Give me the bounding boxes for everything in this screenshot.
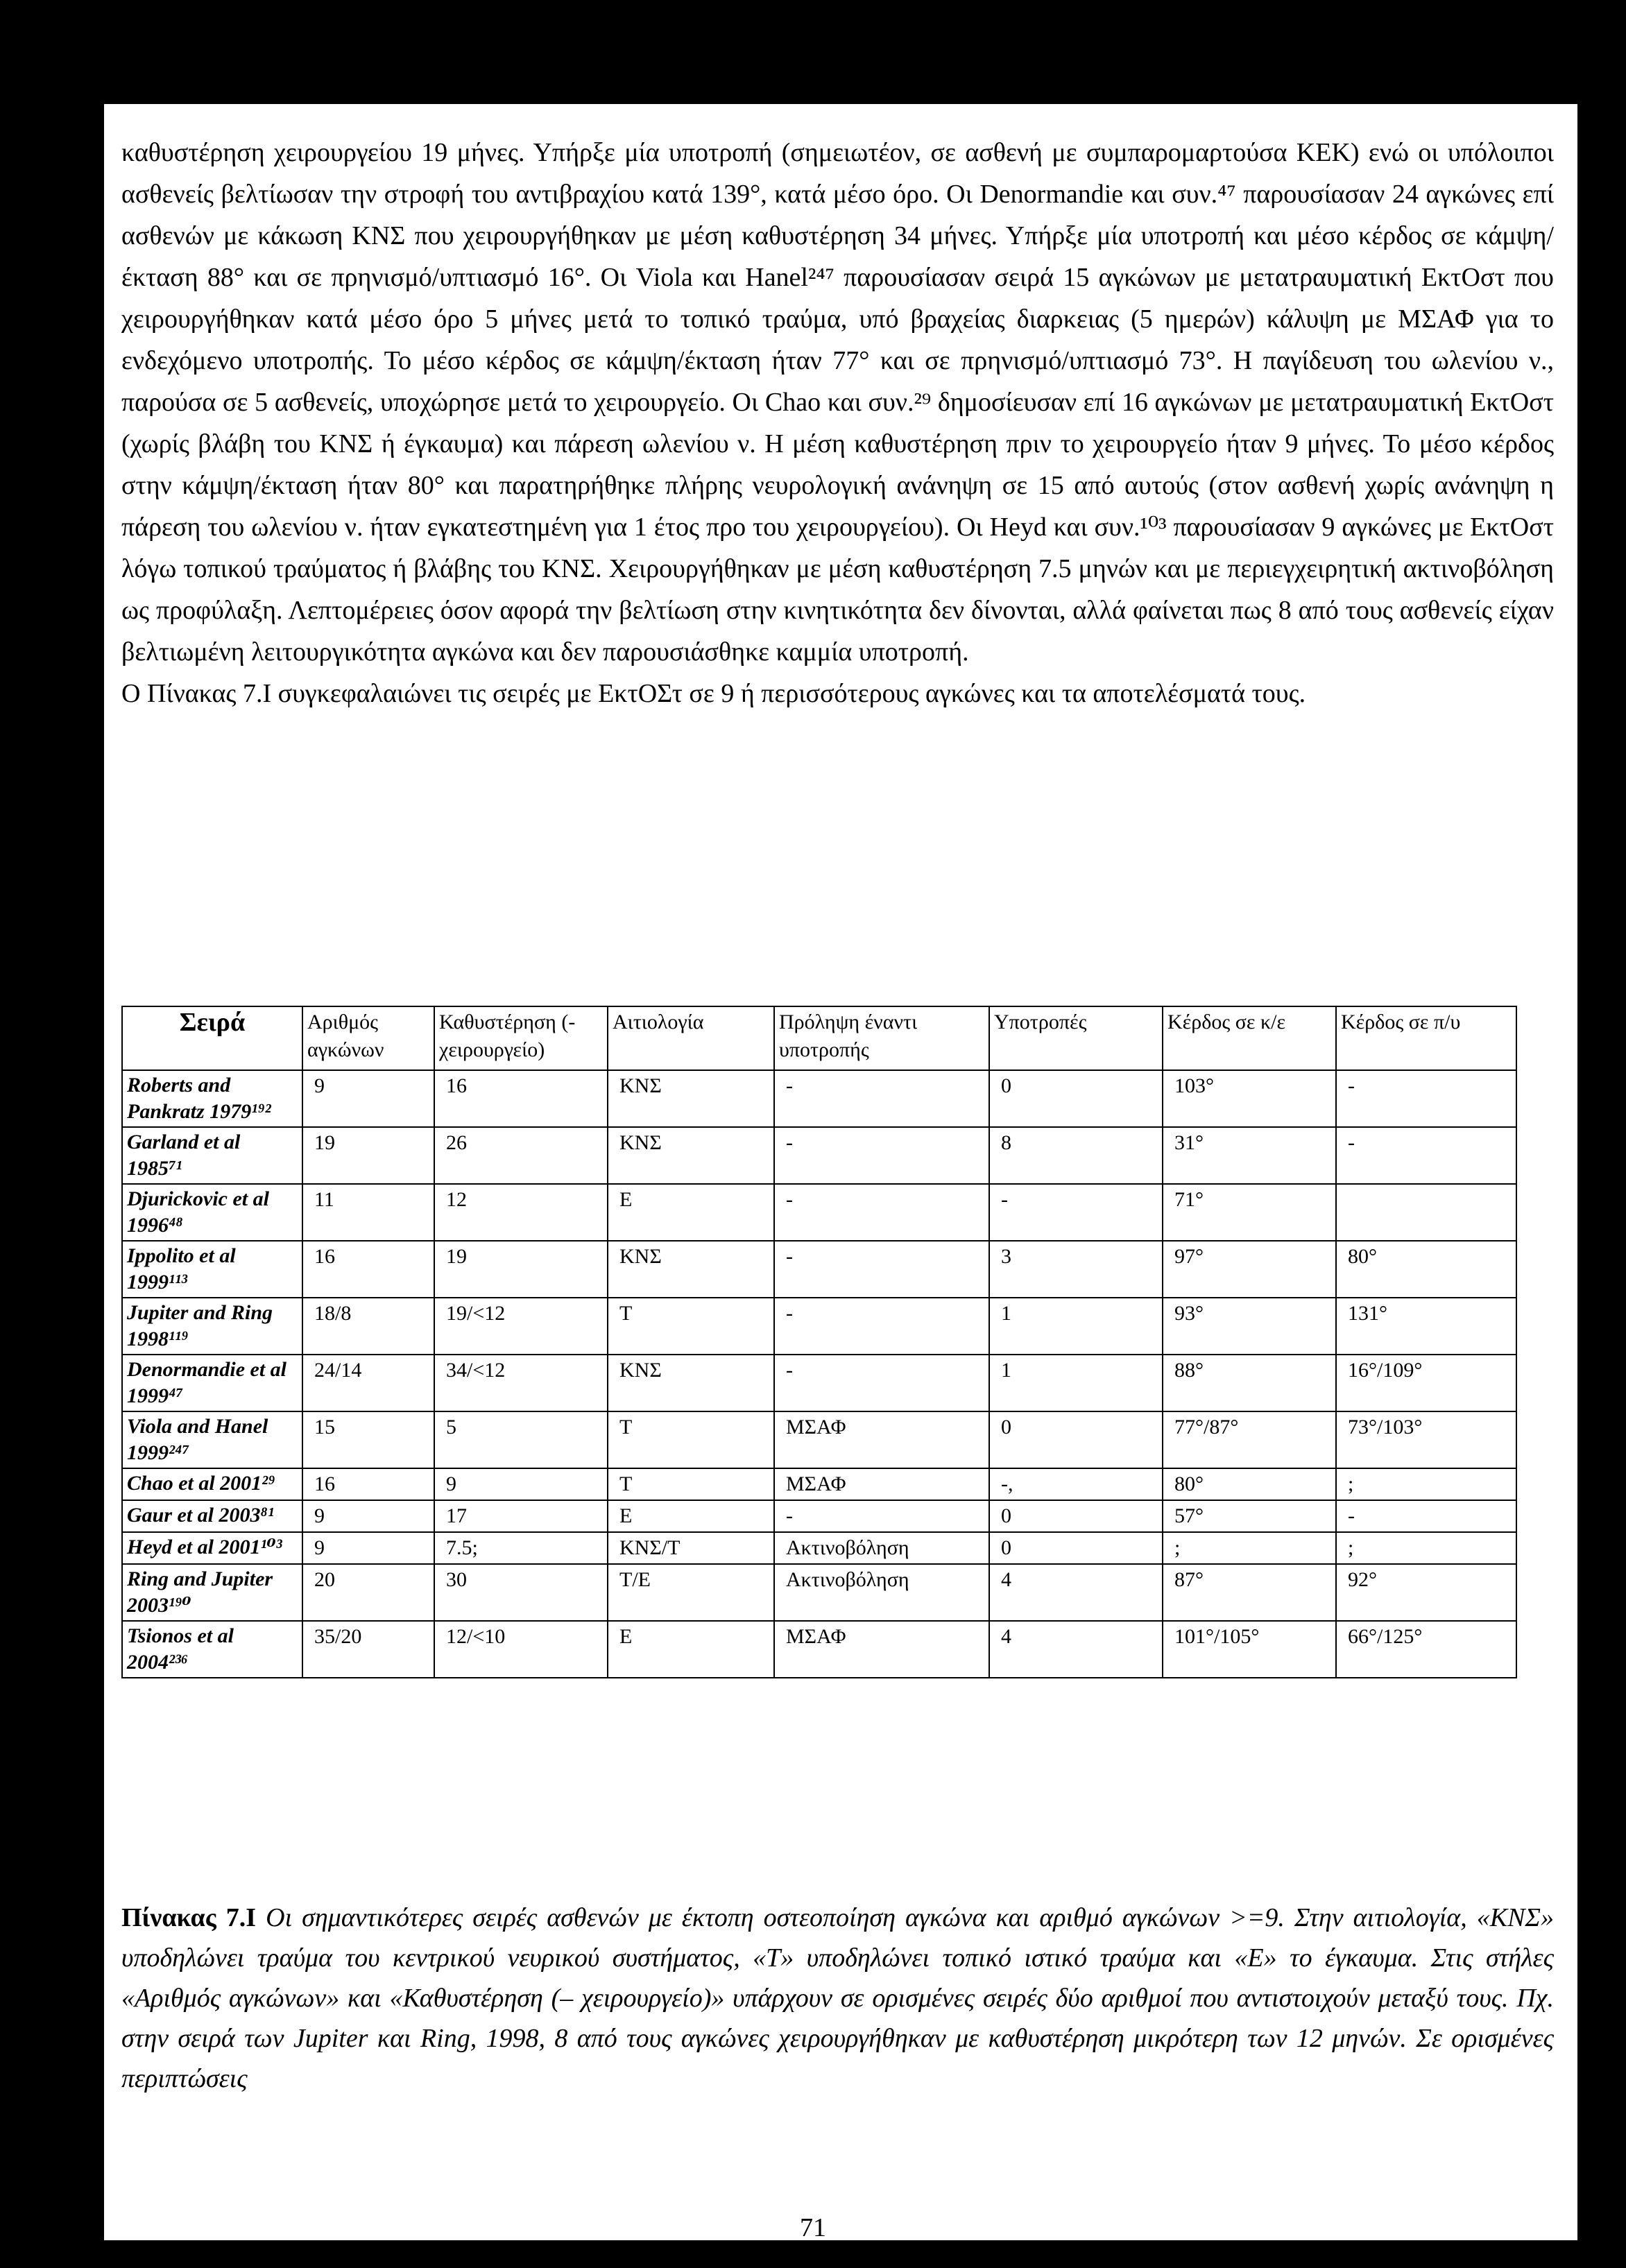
table-cell-series: Roberts and Pankratz 1979¹⁹² (122, 1070, 302, 1127)
table-cell-series: Viola and Hanel 1999²⁴⁷ (122, 1411, 302, 1468)
table-row (122, 1532, 1516, 1564)
table-cell: 0 (989, 1411, 1163, 1468)
body-text (121, 132, 1554, 714)
table-row (122, 1298, 1516, 1355)
table-cell: 16 (302, 1241, 434, 1298)
table-cell: - (1336, 1070, 1516, 1127)
table-cell: ΚΝΣ (608, 1241, 774, 1298)
table-cell: Τ (608, 1298, 774, 1355)
scan-border-left (0, 0, 104, 2268)
table-caption (121, 1898, 1554, 2099)
table-cell: 24/14 (302, 1355, 434, 1411)
table-cell: - (774, 1355, 989, 1411)
table-cell-series: Ippolito et al 1999¹¹³ (122, 1241, 302, 1298)
table-row (122, 1241, 1516, 1298)
table-cell: 20 (302, 1564, 434, 1621)
table-cell: ΚΝΣ (608, 1070, 774, 1127)
table-cell: 0 (989, 1070, 1163, 1127)
table-cell-series: Ring and Jupiter 2003¹⁹⁰ (122, 1564, 302, 1621)
table-cell-series: Denormandie et al 1999⁴⁷ (122, 1355, 302, 1411)
table-cell: ΚΝΣ (608, 1355, 774, 1411)
table-cell: 5 (434, 1411, 608, 1468)
table-cell: 97° (1163, 1241, 1336, 1298)
table-cell: ; (1336, 1468, 1516, 1500)
table-cell: 16°/109° (1336, 1355, 1516, 1411)
table-cell: Τ (608, 1411, 774, 1468)
table-cell: - (774, 1298, 989, 1355)
table-cell: 101°/105° (1163, 1621, 1336, 1678)
caption-text: Οι σημαντικότερες σειρές ασθενών με έκτοπη οστεοποίηση αγκώνα και αριθμό αγκώνων >=9. Στην αιτιολογία, «ΚΝΣ» υποδηλώνει τραύμα του κεντρικού νευρικού συστήματος, «Τ» υποδηλώνει τοπικό ιστικό τραύμα και «Ε» το έγκαυμα. Στις στήλες «Αριθμός αγκώνων» και «Καθυστέρηση (– χειρουργείο)» υπάρχουν σε ορισμένες σειρές δύο αριθμοί που αντιστοιχούν μεταξύ τους. Πχ. στην σειρά των Jupiter και Ring, 1998, 8 από τους αγκώνες χειρουργήθηκαν με καθυστέρηση μικρότερη των 12 μηνών. Σε ορισμένες περιπτώσεις (121, 1903, 1554, 2093)
table-cell: Τ/Ε (608, 1564, 774, 1621)
col-header-etiology: Αιτιολογία (608, 1006, 774, 1070)
table-cell: - (774, 1127, 989, 1184)
table-cell: 17 (434, 1500, 608, 1532)
table-cell: 73°/103° (1336, 1411, 1516, 1468)
table-cell-series: Heyd et al 2001¹⁰³ (122, 1532, 302, 1564)
table-cell-series: Garland et al 1985⁷¹ (122, 1127, 302, 1184)
table-row (122, 1184, 1516, 1241)
table-cell: 34/<12 (434, 1355, 608, 1411)
paragraph: Ο Πίνακας 7.Ι συγκεφαλαιώνει τις σειρές με ΕκτΟΣτ σε 9 ή περισσότερους αγκώνες και τα αποτελέσματά τους. (121, 679, 1306, 708)
table-cell: 9 (302, 1500, 434, 1532)
table-cell: -, (989, 1468, 1163, 1500)
table-cell: 26 (434, 1127, 608, 1184)
table-cell: 1 (989, 1298, 1163, 1355)
col-header-gain-fe: Κέρδος σε κ/ε (1163, 1006, 1336, 1070)
table-cell: ΜΣΑΦ (774, 1468, 989, 1500)
table-row (122, 1468, 1516, 1500)
table-cell: 8 (989, 1127, 1163, 1184)
table-cell: ΜΣΑΦ (774, 1621, 989, 1678)
col-header-elbows: Αριθμός αγκώνων (302, 1006, 434, 1070)
table-cell: 77°/87° (1163, 1411, 1336, 1468)
table-cell-series: Jupiter and Ring 1998¹¹⁹ (122, 1298, 302, 1355)
table-cell-series: Djurickovic et al 1996⁴⁸ (122, 1184, 302, 1241)
table-cell: 88° (1163, 1355, 1336, 1411)
table-row (122, 1127, 1516, 1184)
table-cell: Ακτινοβόληση (774, 1532, 989, 1564)
table-cell: 19 (302, 1127, 434, 1184)
scan-border-bottom (0, 2240, 1626, 2268)
table-cell: ; (1336, 1532, 1516, 1564)
table-cell: 80° (1163, 1468, 1336, 1500)
table-cell: 103° (1163, 1070, 1336, 1127)
table-cell: 80° (1336, 1241, 1516, 1298)
table-row (122, 1564, 1516, 1621)
table-cell: 16 (302, 1468, 434, 1500)
table-cell: Ακτινοβόληση (774, 1564, 989, 1621)
col-header-prevention: Πρόληψη έναντι υποτροπής (774, 1006, 989, 1070)
col-header-recurrences: Υποτροπές (989, 1006, 1163, 1070)
table-cell: 0 (989, 1500, 1163, 1532)
table-cell: 1 (989, 1355, 1163, 1411)
table-cell: 35/20 (302, 1621, 434, 1678)
table-cell: 18/8 (302, 1298, 434, 1355)
table-cell (1336, 1184, 1516, 1241)
table-row (122, 1621, 1516, 1678)
col-header-delay: Καθυστέρηση (-χειρουργείο) (434, 1006, 608, 1070)
table-cell: 3 (989, 1241, 1163, 1298)
table-cell: 0 (989, 1532, 1163, 1564)
scan-border-top (0, 0, 1626, 104)
table-cell: Ε (608, 1184, 774, 1241)
table-cell: 15 (302, 1411, 434, 1468)
table-cell: - (774, 1184, 989, 1241)
col-header-gain-ps: Κέρδος σε π/υ (1336, 1006, 1516, 1070)
table-cell: 31° (1163, 1127, 1336, 1184)
table-cell: 57° (1163, 1500, 1336, 1532)
table-cell: - (989, 1184, 1163, 1241)
table-cell: 7.5; (434, 1532, 608, 1564)
table-cell: 93° (1163, 1298, 1336, 1355)
table-cell: 92° (1336, 1564, 1516, 1621)
results-table (121, 1006, 1516, 1678)
table-header-row (122, 1006, 1516, 1070)
table-cell: 12/<10 (434, 1621, 608, 1678)
table-cell: - (1336, 1127, 1516, 1184)
table-cell: - (1336, 1500, 1516, 1532)
table-cell: 9 (434, 1468, 608, 1500)
page-number: 71 (800, 2213, 826, 2242)
table-cell: 16 (434, 1070, 608, 1127)
table-cell: 12 (434, 1184, 608, 1241)
table-cell: 11 (302, 1184, 434, 1241)
table-cell: 4 (989, 1564, 1163, 1621)
table-cell: 87° (1163, 1564, 1336, 1621)
table-cell: ΚΝΣ (608, 1127, 774, 1184)
table-cell-series: Tsionos et al 2004²³⁶ (122, 1621, 302, 1678)
table-cell: 131° (1336, 1298, 1516, 1355)
table-cell: 9 (302, 1532, 434, 1564)
table-cell: ; (1163, 1532, 1336, 1564)
scan-border-right (1577, 0, 1626, 2268)
table-cell-series: Chao et al 2001²⁹ (122, 1468, 302, 1500)
table-cell: 30 (434, 1564, 608, 1621)
caption-label: Πίνακας 7.Ι (121, 1903, 257, 1932)
table-cell: Ε (608, 1500, 774, 1532)
table-row (122, 1070, 1516, 1127)
table-row (122, 1500, 1516, 1532)
col-header-series: Σειρά (122, 1006, 302, 1070)
table-cell: - (774, 1241, 989, 1298)
table-cell: 4 (989, 1621, 1163, 1678)
table-cell-series: Gaur et al 2003⁸¹ (122, 1500, 302, 1532)
table-cell: 71° (1163, 1184, 1336, 1241)
table-cell: ΜΣΑΦ (774, 1411, 989, 1468)
table-cell: - (774, 1500, 989, 1532)
table-row (122, 1411, 1516, 1468)
table-cell: 19 (434, 1241, 608, 1298)
table-cell: Τ (608, 1468, 774, 1500)
table-cell: 66°/125° (1336, 1621, 1516, 1678)
table-cell: - (774, 1070, 989, 1127)
table-cell: 9 (302, 1070, 434, 1127)
table-cell: ΚΝΣ/Τ (608, 1532, 774, 1564)
paragraph: καθυστέρηση χειρουργείου 19 μήνες. Υπήρξε μία υποτροπή (σημειωτέον, σε ασθενή με συμπαρομαρτούσα ΚΕΚ) ενώ οι υπόλοιποι ασθενείς βελτίωσαν την στροφή του αντιβραχίου κατά 139°, κατά μέσο όρο. Οι Denormandie και συν.⁴⁷ παρουσίασαν 24 αγκώνες επί ασθενών με κάκωση ΚΝΣ που χειρουργήθηκαν με μέση καθυστέρηση 34 μήνες. Υπήρξε μία υποτροπή και μέσο κέρδος σε κάμψη/έκταση 88° και σε πρηνισμό/υπτιασμό 16°. Οι Viola και Hanel²⁴⁷ παρουσίασαν σειρά 15 αγκώνων με μετατραυματική ΕκτΟστ που χειρουργήθηκαν κατά μέσο όρο 5 μήνες μετά το τοπικό τραύμα, υπό βραχείας διαρκειας (5 ημερών) κάλυψη με ΜΣΑΦ για το ενδεχόμενο υποτροπής. Το μέσο κέρδος σε κάμψη/έκταση ήταν 77° και σε πρηνισμό/υπτιασμό 73°. Η παγίδευση του ωλενίου ν., παρούσα σε 5 ασθενείς, υποχώρησε μετά το χειρουργείο. Οι Chao και συν.²⁹ δημοσίευσαν επί 16 αγκώνων με μετατραυματική ΕκτΟστ (χωρίς βλάβη του ΚΝΣ ή έγκαυμα) και πάρεση ωλενίου ν. Η μέση καθυστέρηση πριν το χειρουργείο ήταν 9 μήνες. Το μέσο κέρδος στην κάμψη/έκταση ήταν 80° και παρατηρήθηκε πλήρης νευρολογική ανάνηψη σε 15 από αυτούς (στον ασθενή χωρίς ανάνηψη η πάρεση του ωλενίου ν. ήταν εγκατεστημένη για 1 έτος προ του χειρουργείου). Οι Heyd και συν.¹⁰³ παρουσίασαν 9 αγκώνες με ΕκτΟστ λόγω τοπικού τραύματος ή βλάβης του ΚΝΣ. Χειρουργήθηκαν με μέση καθυστέρηση 7.5 μηνών και με περιεγχειρητική ακτινοβόληση ως προφύλαξη. Λεπτομέρειες όσον αφορά την βελτίωση στην κινητικότητα δεν δίνονται, αλλά φαίνεται πως 8 από τους ασθενείς είχαν βελτιωμένη λειτουργικότητα αγκώνα και δεν παρουσιάσθηκε καμμία υποτροπή. (121, 138, 1554, 667)
table-cell: Ε (608, 1621, 774, 1678)
table-row (122, 1355, 1516, 1411)
table-cell: 19/<12 (434, 1298, 608, 1355)
